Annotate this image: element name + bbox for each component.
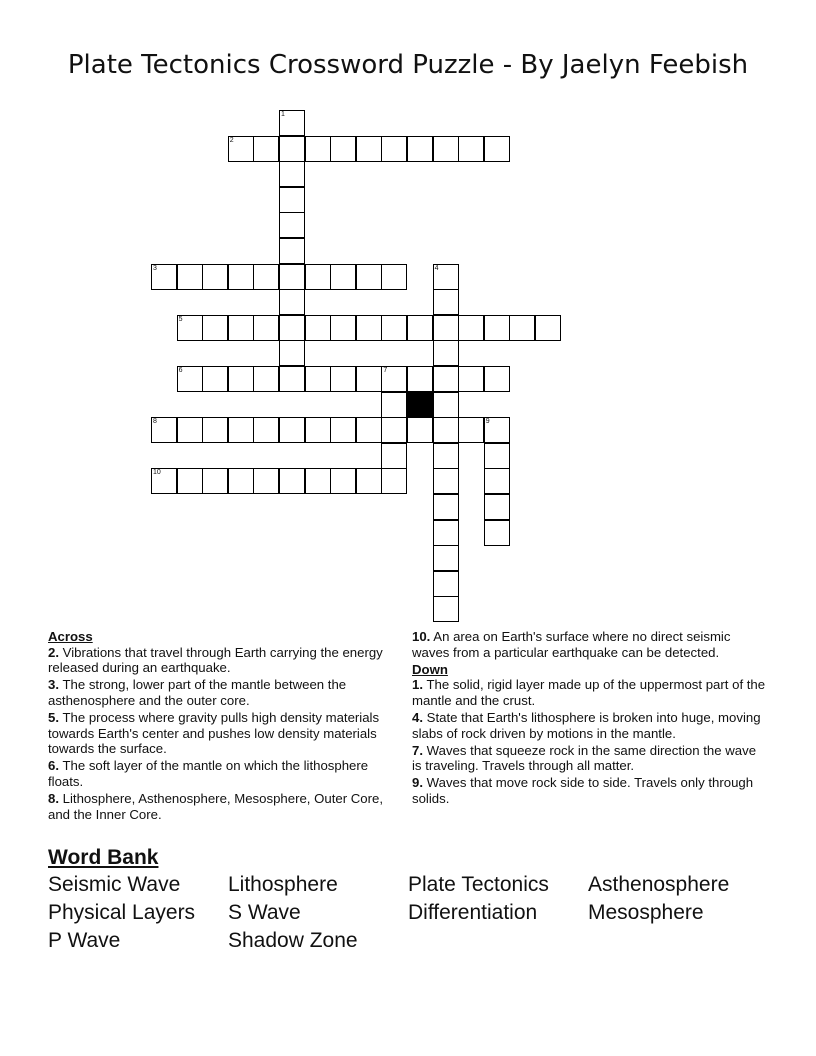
crossword-cell[interactable] bbox=[202, 315, 228, 341]
down-heading: Down bbox=[412, 661, 448, 677]
crossword-cell[interactable] bbox=[253, 315, 279, 341]
crossword-cell[interactable] bbox=[433, 289, 459, 315]
word-bank-item: P Wave bbox=[48, 929, 121, 952]
crossword-cell[interactable] bbox=[305, 417, 331, 443]
crossword-cell[interactable] bbox=[407, 417, 433, 443]
clue-text: Waves that squeeze rock in the same direction the wave is traveling. Travels through all matter. bbox=[412, 742, 757, 774]
cell-number: 8 bbox=[153, 418, 157, 426]
clue-number: 6. bbox=[48, 758, 59, 774]
crossword-cell[interactable] bbox=[458, 366, 484, 392]
crossword-cell[interactable] bbox=[177, 366, 203, 392]
crossword-cell[interactable] bbox=[407, 136, 433, 162]
crossword-cell[interactable] bbox=[433, 264, 459, 290]
crossword-cell[interactable] bbox=[381, 366, 407, 392]
crossword-cell[interactable] bbox=[305, 468, 331, 494]
clue-across-10 bbox=[412, 629, 768, 660]
word-bank-title: Word Bank bbox=[48, 846, 159, 869]
clue-number: 4. bbox=[412, 709, 423, 725]
word-bank-item: Seismic Wave bbox=[48, 873, 181, 896]
crossword-cell[interactable] bbox=[433, 315, 459, 341]
word-bank-item: Physical Layers bbox=[48, 901, 196, 924]
cell-number: 6 bbox=[178, 367, 183, 374]
clue-text: Waves that move rock side to side. Travels only through solids. bbox=[412, 775, 754, 806]
crossword-cell[interactable] bbox=[305, 366, 331, 392]
clue-number: 2. bbox=[48, 644, 59, 660]
crossword-cell[interactable] bbox=[151, 264, 177, 290]
crossword-cell[interactable] bbox=[433, 136, 459, 162]
clue-number: 3. bbox=[48, 677, 59, 693]
crossword-cell[interactable] bbox=[330, 315, 356, 341]
crossword-cell[interactable] bbox=[433, 392, 459, 418]
clue-across-2 bbox=[48, 645, 398, 676]
crossword-cell[interactable] bbox=[279, 417, 305, 443]
cell-number: 4 bbox=[434, 264, 439, 272]
crossword-cell[interactable] bbox=[253, 264, 279, 290]
crossword-cell[interactable] bbox=[356, 468, 382, 494]
crossword-cell[interactable] bbox=[484, 443, 510, 469]
crossword-cell[interactable] bbox=[279, 161, 305, 187]
cell-number: 9 bbox=[485, 418, 490, 426]
crossword-cell[interactable] bbox=[381, 392, 407, 418]
word-bank-item: Asthenosphere bbox=[588, 873, 730, 896]
crossword-cell[interactable] bbox=[177, 468, 203, 494]
crossword-cell[interactable] bbox=[253, 136, 279, 162]
crossword-cell[interactable] bbox=[202, 366, 228, 392]
crossword-cell[interactable] bbox=[509, 315, 535, 341]
crossword-cell[interactable] bbox=[202, 264, 228, 290]
crossword-cell[interactable] bbox=[228, 136, 254, 162]
crossword-cell[interactable] bbox=[177, 315, 203, 341]
crossword-cell[interactable] bbox=[330, 136, 356, 162]
cell-number: 3 bbox=[153, 264, 157, 272]
crossword-cell[interactable] bbox=[228, 468, 254, 494]
crossword-cell[interactable] bbox=[356, 136, 382, 162]
crossword-cell[interactable] bbox=[253, 468, 279, 494]
crossword-cell[interactable] bbox=[381, 468, 407, 494]
crossword-cell[interactable] bbox=[381, 264, 407, 290]
crossword-cell[interactable] bbox=[330, 468, 356, 494]
crossword-cell[interactable] bbox=[433, 571, 459, 597]
crossword-cell[interactable] bbox=[279, 110, 305, 136]
crossword-cell[interactable] bbox=[279, 136, 305, 162]
across-heading: Across bbox=[48, 629, 93, 644]
clues-column-right bbox=[412, 629, 768, 808]
crossword-cell[interactable] bbox=[433, 443, 459, 469]
clue-number: 8. bbox=[48, 790, 59, 806]
clue-across-8 bbox=[48, 791, 398, 822]
crossword-cell[interactable] bbox=[458, 136, 484, 162]
word-bank-item: Mesosphere bbox=[588, 901, 704, 924]
crossword-cell[interactable] bbox=[381, 315, 407, 341]
crossword-cell[interactable] bbox=[202, 468, 228, 494]
crossword-cell[interactable] bbox=[279, 238, 305, 264]
clue-across-3 bbox=[48, 677, 398, 708]
word-bank-item: Lithosphere bbox=[228, 873, 338, 896]
clue-number: 7. bbox=[412, 742, 423, 758]
crossword-cell[interactable] bbox=[177, 264, 203, 290]
crossword-cell[interactable] bbox=[484, 315, 510, 341]
crossword-cell[interactable] bbox=[279, 340, 305, 366]
crossword-cell[interactable] bbox=[279, 468, 305, 494]
crossword-cell[interactable] bbox=[381, 136, 407, 162]
crossword-cell[interactable] bbox=[407, 315, 433, 341]
word-bank-item: Plate Tectonics bbox=[408, 873, 549, 896]
clue-text: An area on Earth's surface where no direct seismic waves from a particular earthquake can be detected. bbox=[412, 629, 731, 660]
crossword-cell[interactable] bbox=[381, 443, 407, 469]
crossword-cell[interactable] bbox=[305, 264, 331, 290]
crossword-cell[interactable] bbox=[381, 417, 407, 443]
crossword-cell[interactable] bbox=[484, 520, 510, 546]
crossword-cell[interactable] bbox=[433, 417, 459, 443]
clue-across-6 bbox=[48, 758, 398, 789]
crossword-cell[interactable] bbox=[279, 315, 305, 341]
crossword-cell[interactable] bbox=[484, 366, 510, 392]
clue-text: State that Earth's lithosphere is broken into huge, moving slabs of rock driven by motions in the mantle. bbox=[412, 709, 761, 741]
crossword-cell[interactable] bbox=[305, 136, 331, 162]
clue-text: Vibrations that travel through Earth carrying the energy released during an earthquake. bbox=[48, 644, 383, 676]
cell-number: 7 bbox=[383, 367, 388, 374]
crossword-cell[interactable] bbox=[433, 366, 459, 392]
clue-down-9 bbox=[412, 775, 768, 806]
crossword-cell[interactable] bbox=[433, 494, 459, 520]
crossword-cell[interactable] bbox=[458, 417, 484, 443]
word-bank-item: Differentiation bbox=[408, 901, 538, 924]
crossword-cell[interactable] bbox=[433, 468, 459, 494]
crossword-cell[interactable] bbox=[330, 264, 356, 290]
clues-column-left bbox=[48, 629, 398, 824]
crossword-black-cell bbox=[407, 392, 433, 418]
word-bank-item: S Wave bbox=[228, 901, 301, 924]
crossword-cell[interactable] bbox=[535, 315, 561, 341]
crossword-cell[interactable] bbox=[279, 187, 305, 213]
clue-text: Lithosphere, Asthenosphere, Mesosphere, Outer Core, and the Inner Core. bbox=[48, 790, 384, 822]
clue-number: 9. bbox=[412, 775, 423, 791]
clue-number: 5. bbox=[48, 709, 59, 725]
crossword-cell[interactable] bbox=[330, 417, 356, 443]
word-bank-item: Shadow Zone bbox=[228, 929, 358, 952]
clue-down-1 bbox=[412, 677, 768, 708]
crossword-cell[interactable] bbox=[330, 366, 356, 392]
crossword-cell[interactable] bbox=[228, 366, 254, 392]
crossword-cell[interactable] bbox=[253, 366, 279, 392]
crossword-cell[interactable] bbox=[279, 289, 305, 315]
crossword-cell[interactable] bbox=[279, 366, 305, 392]
crossword-cell[interactable] bbox=[228, 315, 254, 341]
crossword-cell[interactable] bbox=[151, 468, 177, 494]
cell-number: 5 bbox=[178, 315, 183, 323]
crossword-cell[interactable] bbox=[356, 417, 382, 443]
clue-across-5 bbox=[48, 710, 398, 757]
crossword-cell[interactable] bbox=[433, 520, 459, 546]
clue-text: The soft layer of the mantle on which the lithosphere floats. bbox=[48, 758, 369, 789]
crossword-cell[interactable] bbox=[228, 417, 254, 443]
cell-number: 1 bbox=[281, 111, 285, 118]
clue-down-7 bbox=[412, 743, 768, 774]
crossword-cell[interactable] bbox=[305, 315, 331, 341]
cell-number: 2 bbox=[229, 136, 234, 144]
crossword-cell[interactable] bbox=[253, 417, 279, 443]
crossword-cell[interactable] bbox=[228, 264, 254, 290]
crossword-cell[interactable] bbox=[433, 340, 459, 366]
crossword-cell[interactable] bbox=[279, 264, 305, 290]
word-bank bbox=[48, 872, 788, 953]
page-title: Plate Tectonics Crossword Puzzle - By Jaelyn Feebish bbox=[67, 50, 749, 80]
crossword-cell[interactable] bbox=[177, 417, 203, 443]
crossword-cell[interactable] bbox=[458, 315, 484, 341]
crossword-cell[interactable] bbox=[407, 366, 433, 392]
crossword-cell[interactable] bbox=[484, 468, 510, 494]
clue-text: The solid, rigid layer made up of the uppermost part of the mantle and the crust. bbox=[412, 677, 766, 708]
crossword-cell[interactable] bbox=[356, 264, 382, 290]
crossword-cell[interactable] bbox=[484, 494, 510, 520]
clue-number: 1. bbox=[412, 677, 423, 693]
crossword-cell[interactable] bbox=[151, 417, 177, 443]
crossword-cell[interactable] bbox=[433, 596, 459, 622]
crossword-cell[interactable] bbox=[356, 315, 382, 341]
crossword-cell[interactable] bbox=[356, 366, 382, 392]
cell-number: 10 bbox=[153, 469, 161, 477]
crossword-cell[interactable] bbox=[202, 417, 228, 443]
clue-down-4 bbox=[412, 710, 768, 741]
clue-number: 10. bbox=[412, 629, 431, 644]
crossword-cell[interactable] bbox=[484, 136, 510, 162]
clue-text: The process where gravity pulls high density materials towards Earth's center and pushes low density materials towards the surface. bbox=[48, 709, 380, 757]
clue-text: The strong, lower part of the mantle between the asthenosphere and the outer core. bbox=[48, 677, 347, 708]
crossword-cell[interactable] bbox=[433, 545, 459, 571]
crossword-cell[interactable] bbox=[484, 417, 510, 443]
crossword-cell[interactable] bbox=[279, 212, 305, 238]
